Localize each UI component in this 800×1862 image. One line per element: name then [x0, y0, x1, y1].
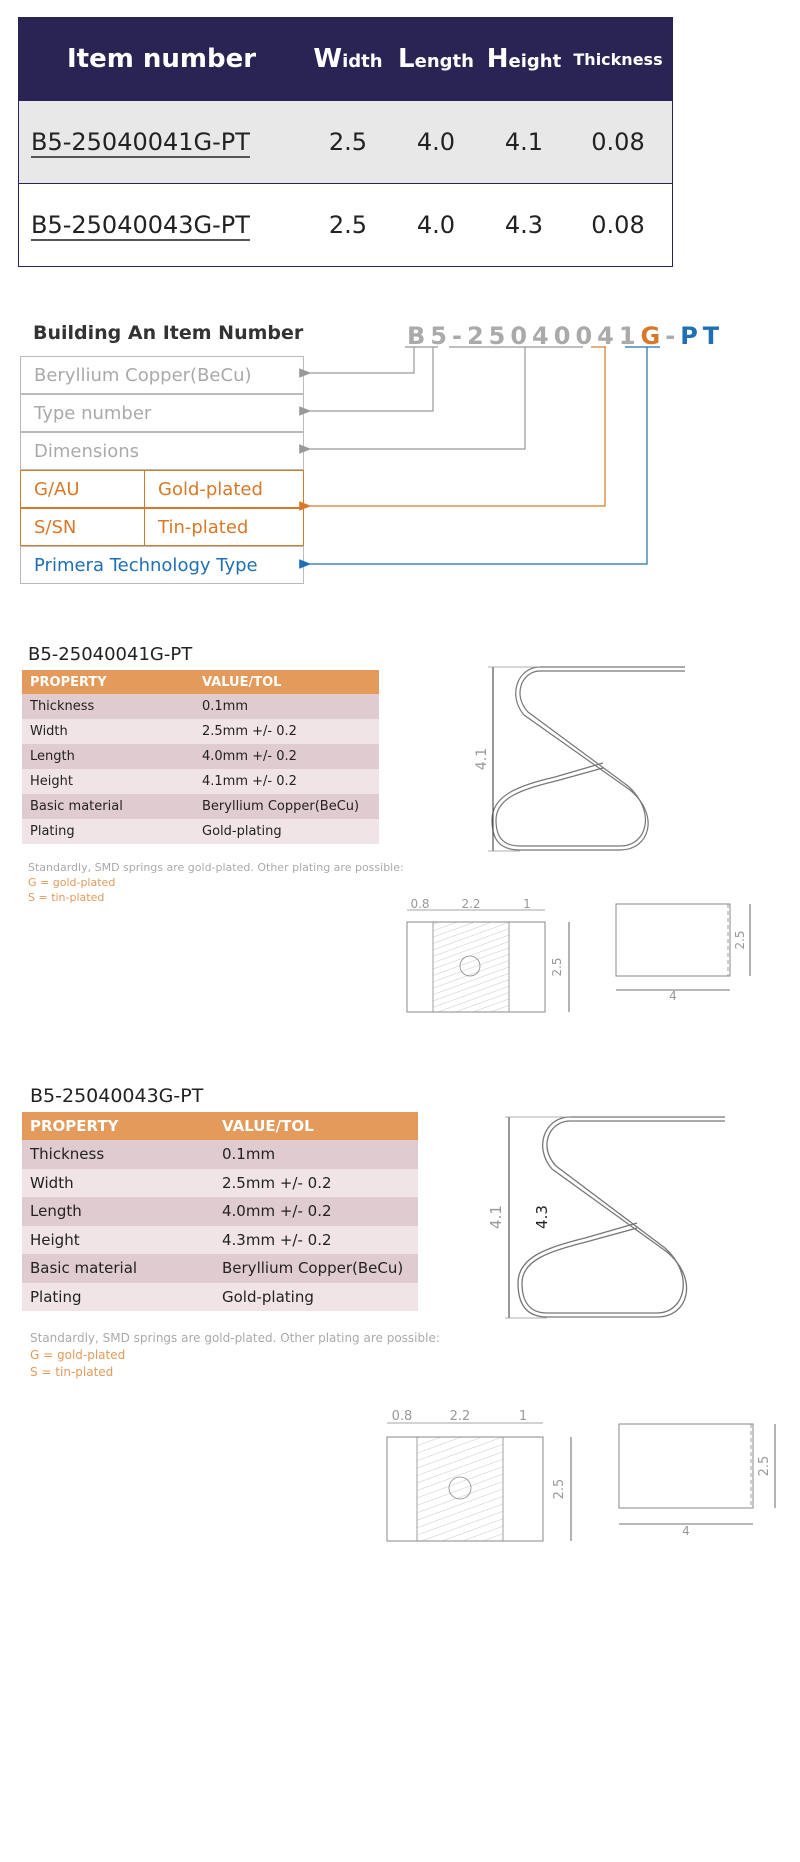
- code-dash: -: [665, 322, 681, 350]
- header-value: VALUE/TOL: [202, 674, 282, 690]
- property-value: 0.1mm: [202, 699, 249, 714]
- arrow-primera: [310, 347, 647, 564]
- property-value: 2.5mm +/- 0.2: [202, 724, 297, 739]
- table-row: [22, 1140, 418, 1169]
- header-height-rest: eight: [508, 51, 562, 72]
- property-value: Gold-plating: [202, 824, 282, 839]
- length-cell: 4.0: [416, 211, 456, 239]
- header-value: VALUE/TOL: [222, 1117, 314, 1135]
- property-name: Length: [30, 749, 75, 764]
- property-value: 4.0mm +/- 0.2: [222, 1202, 332, 1221]
- product-title: B5-25040041G-PT: [28, 644, 193, 665]
- code-plating: G: [640, 322, 666, 350]
- height-dimension-label: 4.1: [487, 1205, 505, 1229]
- header-item-number: Item number: [66, 44, 257, 74]
- tin-label: Tin-plated: [158, 516, 249, 538]
- height-actual-label: 4.3: [533, 1205, 551, 1229]
- dim-label-end-bottom: 4: [682, 1524, 690, 1538]
- plating-note-gold: G = gold-plated: [28, 876, 116, 889]
- dim-label-b: 2.2: [449, 1409, 471, 1424]
- table-row: [22, 1283, 418, 1312]
- property-value: Gold-plating: [222, 1287, 314, 1306]
- top-view-hatch: [433, 922, 509, 1012]
- property-value: 4.0mm +/- 0.2: [202, 749, 297, 764]
- height-dimension-label: 4.1: [474, 747, 490, 771]
- header-height-initial: H: [486, 44, 509, 74]
- dim-label-end-side: 2.5: [757, 1455, 772, 1477]
- code-type: PT: [680, 322, 725, 350]
- property-name: Thickness: [30, 1145, 105, 1164]
- thickness-cell: 0.08: [591, 128, 645, 156]
- building-dimensions-label: Dimensions: [34, 440, 140, 462]
- spring-top-view: [405, 896, 585, 1022]
- code-base: B5-25040041: [407, 322, 641, 350]
- width-cell: 2.5: [328, 211, 368, 239]
- length-cell: 4.0: [416, 128, 456, 156]
- item-link[interactable]: B5-25040041G-PT: [31, 128, 250, 156]
- property-name: Plating: [30, 1287, 82, 1306]
- building-title: Building An Item Number: [33, 322, 304, 344]
- plating-note-text: Standardly, SMD springs are gold-plated. Other plating are possible:: [28, 861, 404, 874]
- end-view-outline: [616, 904, 730, 976]
- top-view-hatch: [417, 1437, 503, 1541]
- building-type-label: Type number: [34, 402, 152, 424]
- dim-label-end-bottom: 4: [669, 989, 677, 1003]
- dim-label-side: 2.5: [552, 1478, 567, 1500]
- gold-label: Gold-plated: [158, 478, 263, 500]
- header-property: PROPERTY: [30, 674, 107, 690]
- table-row: [22, 694, 379, 719]
- height-cell: 4.1: [504, 128, 544, 156]
- table-row: [22, 1254, 418, 1283]
- table-row: [22, 744, 379, 769]
- property-table-header: [22, 1112, 418, 1140]
- table-row: [22, 1197, 418, 1226]
- dim-label-a: 0.8: [391, 1409, 413, 1424]
- header-thickness: Thickness: [573, 49, 663, 69]
- header-length-rest: ength: [414, 51, 474, 72]
- header-width-initial: W: [313, 44, 343, 74]
- plating-note: [30, 1330, 440, 1381]
- property-table: [22, 670, 379, 844]
- property-table-header: [22, 670, 379, 694]
- building-connector-arrows: [0, 0, 800, 600]
- spring-outline: [496, 671, 685, 846]
- property-table: [22, 1112, 418, 1311]
- gold-code: G/AU: [21, 471, 145, 507]
- spring-side-drawing: [485, 1105, 745, 1335]
- property-name: Width: [30, 1173, 74, 1192]
- tin-code: S/SN: [21, 509, 145, 545]
- property-value: 2.5mm +/- 0.2: [222, 1173, 332, 1192]
- property-name: Thickness: [30, 699, 95, 714]
- property-value: Beryllium Copper(BeCu): [202, 799, 360, 814]
- item-link[interactable]: B5-25040043G-PT: [31, 211, 250, 239]
- property-name: Basic material: [30, 799, 123, 814]
- plating-note: [28, 860, 404, 905]
- dim-label-end-side: 2.5: [733, 930, 747, 950]
- table-row: [22, 1169, 418, 1198]
- product-title: B5-25040043G-PT: [30, 1085, 204, 1107]
- end-view-outline: [619, 1424, 753, 1508]
- plating-note-text: Standardly, SMD springs are gold-plated. Other plating are possible:: [30, 1331, 440, 1345]
- spring-side-drawing: [460, 655, 700, 865]
- plating-note-tin: S = tin-plated: [28, 891, 105, 904]
- header-property: PROPERTY: [30, 1117, 119, 1135]
- dim-label-a: 0.8: [410, 897, 430, 911]
- height-cell: 4.3: [504, 211, 544, 239]
- building-material-label: Beryllium Copper(BeCu): [34, 364, 252, 386]
- table-row: [22, 1226, 418, 1255]
- property-value: 0.1mm: [222, 1145, 276, 1164]
- spring-outline: [492, 667, 685, 850]
- property-name: Length: [30, 1202, 82, 1221]
- dim-label-b: 2.2: [461, 897, 481, 911]
- spring-end-view: [615, 1420, 785, 1545]
- plating-note-gold: G = gold-plated: [30, 1348, 126, 1362]
- table-row: [22, 794, 379, 819]
- primera-label: Primera Technology Type: [34, 554, 258, 576]
- thickness-cell: 0.08: [591, 211, 645, 239]
- property-name: Basic material: [30, 1259, 138, 1278]
- plating-note-tin: S = tin-plated: [30, 1365, 114, 1379]
- property-name: Width: [30, 724, 68, 739]
- table-row: [22, 819, 379, 844]
- dim-label-side: 2.5: [550, 957, 564, 977]
- arrow-material: [310, 347, 414, 373]
- arrow-plating: [310, 347, 605, 506]
- property-name: Height: [30, 774, 73, 789]
- spring-top-view: [385, 1405, 585, 1555]
- table-row: [22, 769, 379, 794]
- width-cell: 2.5: [328, 128, 368, 156]
- property-value: 4.3mm +/- 0.2: [222, 1230, 332, 1249]
- table-row: [22, 719, 379, 744]
- property-name: Plating: [30, 824, 75, 839]
- spring-outline: [522, 1121, 725, 1313]
- property-name: Height: [30, 1230, 80, 1249]
- property-value: 4.1mm +/- 0.2: [202, 774, 297, 789]
- dim-label-c: 1: [518, 1409, 528, 1424]
- header-length-initial: L: [398, 44, 415, 74]
- property-value: Beryllium Copper(BeCu): [222, 1259, 404, 1278]
- dim-label-c: 1: [523, 897, 531, 911]
- spring-end-view: [612, 900, 762, 1010]
- arrow-dimensions: [310, 347, 525, 449]
- header-width-rest: idth: [342, 51, 383, 72]
